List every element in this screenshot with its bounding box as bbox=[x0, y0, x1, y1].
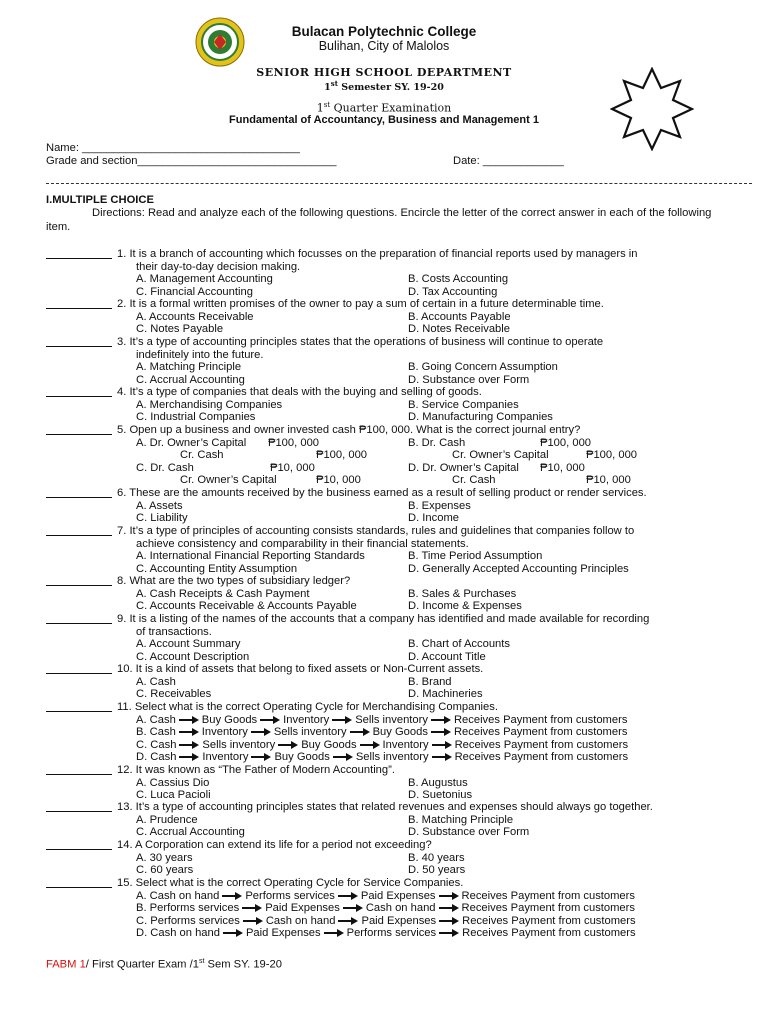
answer-choice[interactable]: B. Costs Accounting bbox=[408, 273, 509, 286]
answer-choice[interactable]: ₱10, 000 bbox=[316, 474, 361, 487]
answer-blank[interactable] bbox=[46, 424, 112, 435]
cycle-step: Inventory bbox=[283, 713, 330, 726]
answer-blank[interactable] bbox=[46, 663, 112, 674]
cycle-step: D. Cash on hand bbox=[136, 927, 220, 940]
answer-choice[interactable]: D. Dr. Owner’s Capital bbox=[408, 461, 519, 474]
answer-blank[interactable] bbox=[46, 248, 112, 259]
divider bbox=[46, 183, 752, 184]
answer-choice[interactable]: A. Accounts Receivable bbox=[136, 310, 254, 323]
arrow-right-icon bbox=[431, 729, 451, 735]
cycle-choice bbox=[136, 714, 627, 726]
answer-choice[interactable]: C. Accrual Accounting bbox=[136, 373, 245, 386]
college-name: Bulacan Polytechnic College bbox=[291, 24, 477, 39]
answer-choice[interactable]: C. Accounts Receivable & Accounts Payable bbox=[136, 600, 357, 613]
cycle-choice bbox=[136, 739, 628, 751]
answer-choice[interactable]: ₱10, 000 bbox=[586, 474, 631, 487]
arrow-right-icon bbox=[179, 742, 199, 748]
cycle-step: Receives Payment from customers bbox=[453, 713, 628, 726]
cycle-step: Buy Goods bbox=[301, 738, 357, 751]
answer-choice[interactable]: C. Financial Accounting bbox=[136, 285, 253, 298]
question-text: 9. It is a listing of the names of the accounts that a company has identified and made available for recording bbox=[117, 613, 650, 625]
arrow-right-icon bbox=[343, 905, 363, 911]
cycle-step: A. Cash on hand bbox=[136, 889, 220, 902]
arrow-right-icon bbox=[222, 893, 242, 899]
answer-choice[interactable]: D. Account Title bbox=[408, 650, 486, 663]
answer-choice[interactable]: D. Substance over Form bbox=[408, 826, 530, 839]
cycle-step: Receives Payment from customers bbox=[462, 914, 636, 927]
answer-choice[interactable]: D. 50 years bbox=[408, 864, 466, 877]
arrow-right-icon bbox=[439, 918, 459, 924]
answer-choice[interactable]: D. Suetonius bbox=[408, 789, 473, 802]
cycle-step: Paid Expenses bbox=[245, 927, 321, 940]
answer-choice[interactable]: A. Management Accounting bbox=[136, 273, 273, 286]
date-field[interactable]: Date: _____________ bbox=[453, 155, 564, 167]
cycle-step: Inventory bbox=[382, 738, 429, 751]
answer-choice[interactable]: C. Receivables bbox=[136, 688, 212, 701]
cycle-step: Sells inventory bbox=[273, 726, 347, 739]
answer-choice[interactable]: B. Expenses bbox=[408, 499, 471, 512]
cycle-choice bbox=[136, 890, 635, 902]
answer-choice[interactable]: A. International Financial Reporting Standards bbox=[136, 550, 365, 563]
arrow-right-icon bbox=[251, 754, 271, 760]
arrow-right-icon bbox=[179, 717, 199, 723]
question-text: 1. It is a branch of accounting which focusses on the preparation of financial reports used by managers in bbox=[117, 248, 638, 260]
answer-blank[interactable] bbox=[46, 764, 112, 775]
answer-choice[interactable]: C. Luca Pacioli bbox=[136, 789, 211, 802]
answer-blank[interactable] bbox=[46, 525, 112, 536]
answer-choice[interactable]: D. Substance over Form bbox=[408, 373, 530, 386]
arrow-right-icon bbox=[439, 930, 459, 936]
question-text: achieve consistency and comparability in their financial statements. bbox=[136, 537, 469, 550]
cycle-choice bbox=[136, 751, 628, 763]
question-text: 11. Select what is the correct Operating Cycle for Merchandising Companies. bbox=[117, 701, 498, 713]
exam-title: 1st Quarter Examination bbox=[316, 101, 452, 115]
answer-choice[interactable]: A. Cash bbox=[136, 675, 176, 688]
answer-choice[interactable]: C. Liability bbox=[136, 512, 188, 525]
answer-choice[interactable]: ₱100, 000 bbox=[316, 449, 368, 462]
grade-section-field[interactable]: Grade and section________________________________ bbox=[46, 155, 337, 167]
question-text: 10. It is a kind of assets that belong to fixed assets or Non-Current assets. bbox=[117, 663, 484, 675]
arrow-right-icon bbox=[439, 905, 459, 911]
arrow-right-icon bbox=[223, 930, 243, 936]
arrow-right-icon bbox=[260, 717, 280, 723]
answer-blank[interactable] bbox=[46, 701, 112, 712]
answer-choice[interactable]: A. Matching Principle bbox=[136, 361, 242, 374]
answer-choice[interactable]: Cr. Cash bbox=[452, 474, 496, 487]
answer-blank[interactable] bbox=[46, 336, 112, 347]
answer-choice[interactable]: C. Industrial Companies bbox=[136, 411, 256, 424]
page-footer: FABM 1/ First Quarter Exam /1st Sem SY. 19-20 bbox=[46, 958, 282, 971]
cycle-choice bbox=[136, 927, 636, 939]
cycle-step: C. Cash bbox=[136, 738, 177, 751]
answer-choice[interactable]: ₱100, 000 bbox=[586, 449, 638, 462]
cycle-step: Receives Payment from customers bbox=[461, 902, 635, 915]
answer-choice[interactable]: B. Matching Principle bbox=[408, 813, 514, 826]
answer-blank[interactable] bbox=[46, 298, 112, 309]
answer-blank[interactable] bbox=[46, 839, 112, 850]
cycle-step: B. Cash bbox=[136, 726, 176, 739]
arrow-right-icon bbox=[350, 729, 370, 735]
cycle-step: Sells inventory bbox=[202, 738, 276, 751]
arrow-right-icon bbox=[324, 930, 344, 936]
answer-choice[interactable]: D. Income bbox=[408, 512, 459, 525]
question-text: 8. What are the two types of subsidiary ledger? bbox=[117, 575, 351, 587]
answer-blank[interactable] bbox=[46, 487, 112, 498]
answer-choice[interactable]: A. Account Summary bbox=[136, 638, 241, 651]
cycle-choice bbox=[136, 902, 635, 914]
answer-choice[interactable]: C. Accounting Entity Assumption bbox=[136, 562, 298, 575]
answer-blank[interactable] bbox=[46, 386, 112, 397]
cycle-step: A. Cash bbox=[136, 713, 176, 726]
answer-choice[interactable]: C. Accrual Accounting bbox=[136, 826, 245, 839]
answer-choice[interactable]: A. Cassius Dio bbox=[136, 776, 210, 789]
question-text: 12. It was known as “The Father of Modern Accounting”. bbox=[117, 764, 395, 776]
answer-choice[interactable]: C. 60 years bbox=[136, 864, 194, 877]
cycle-step: Receives Payment from customers bbox=[453, 726, 628, 739]
answer-choice[interactable]: D. Tax Accounting bbox=[408, 285, 498, 298]
answer-choice[interactable]: A. Assets bbox=[136, 499, 183, 512]
answer-choice[interactable]: ₱10, 000 bbox=[540, 461, 585, 474]
cycle-step: Receives Payment from customers bbox=[454, 738, 629, 751]
answer-choice[interactable]: C. Notes Payable bbox=[136, 323, 224, 336]
answer-choice[interactable]: Cr. Cash bbox=[180, 449, 224, 462]
answer-choice[interactable]: B. Augustus bbox=[408, 776, 468, 789]
question-text: 5. Open up a business and owner invested cash ₱100, 000. What is the correct journal entry? bbox=[117, 424, 581, 436]
cycle-step: Receives Payment from customers bbox=[454, 751, 629, 764]
answer-choice[interactable]: C. Dr. Cash bbox=[136, 461, 194, 474]
arrow-right-icon bbox=[332, 717, 352, 723]
answer-choice[interactable]: ₱10, 000 bbox=[270, 461, 315, 474]
arrow-right-icon bbox=[439, 893, 459, 899]
answer-choice[interactable]: ₱100, 000 bbox=[540, 436, 592, 449]
answer-blank[interactable] bbox=[46, 575, 112, 586]
question-text: 2. It is a formal written promises of the owner to pay a sum of certain in a future determinable time. bbox=[117, 298, 604, 310]
answer-choice[interactable]: A. Cash Receipts & Cash Payment bbox=[136, 587, 310, 600]
cycle-step: Buy Goods bbox=[201, 713, 258, 726]
question-text: 4. It’s a type of companies that deals with the buying and selling of goods. bbox=[117, 386, 482, 398]
directions: Directions: Read and analyze each of the following questions. Encircle the letter of the correct answer in each of the following item. bbox=[46, 207, 712, 233]
section-title: I.MULTIPLE CHOICE bbox=[46, 194, 154, 206]
answer-choice[interactable]: D. Manufacturing Companies bbox=[408, 411, 553, 424]
cycle-step: Sells inventory bbox=[355, 751, 429, 764]
answer-choice[interactable]: D. Generally Accepted Accounting Principles bbox=[408, 562, 629, 575]
score-star-icon bbox=[610, 67, 694, 151]
arrow-right-icon bbox=[360, 742, 380, 748]
arrow-right-icon bbox=[432, 742, 452, 748]
answer-choice[interactable]: Cr. Owner’s Capital bbox=[180, 474, 277, 487]
arrow-right-icon bbox=[179, 729, 199, 735]
answer-choice[interactable]: A. Dr. Owner’s Capital bbox=[136, 436, 247, 449]
question-text: 15. Select what is the correct Operating Cycle for Service Companies. bbox=[117, 877, 464, 889]
answer-choice[interactable]: B. Chart of Accounts bbox=[408, 638, 510, 651]
cycle-step: Performs services bbox=[346, 927, 437, 940]
cycle-step: Buy Goods bbox=[274, 751, 330, 764]
answer-choice[interactable]: Cr. Owner’s Capital bbox=[452, 449, 549, 462]
arrow-right-icon bbox=[431, 717, 451, 723]
cycle-step: Receives Payment from customers bbox=[461, 889, 635, 902]
arrow-right-icon bbox=[251, 729, 271, 735]
answer-choice[interactable]: A. Prudence bbox=[136, 813, 198, 826]
answer-choice[interactable]: D. Notes Receivable bbox=[408, 323, 510, 336]
cycle-step: Paid Expenses bbox=[360, 889, 436, 902]
semester-line: 1st Semester SY. 19-20 bbox=[324, 79, 444, 94]
answer-choice[interactable]: D. Machineries bbox=[408, 688, 483, 701]
cycle-step: C. Performs services bbox=[136, 914, 240, 927]
question-text: 6. These are the amounts received by the business earned as a result of selling product or render services. bbox=[117, 487, 647, 499]
question-text: 3. It’s a type of accounting principles states that the operations of business will continue to operate bbox=[117, 336, 604, 348]
cycle-step: Buy Goods bbox=[372, 726, 428, 739]
question-text: 14. A Corporation can extend its life for a period not exceeding? bbox=[117, 839, 432, 851]
answer-blank[interactable] bbox=[46, 801, 112, 812]
answer-blank[interactable] bbox=[46, 877, 112, 888]
answer-choice[interactable]: C. Account Description bbox=[136, 650, 250, 663]
college-city: Bulihan, City of Malolos bbox=[318, 39, 450, 53]
arrow-right-icon bbox=[338, 893, 358, 899]
cycle-step: Sells inventory bbox=[355, 713, 428, 726]
cycle-step: Performs services bbox=[245, 889, 335, 902]
cycle-choice bbox=[136, 915, 636, 927]
cycle-step: Paid Expenses bbox=[265, 902, 340, 915]
question-text: indefinitely into the future. bbox=[136, 348, 264, 361]
answer-choice[interactable]: B. Sales & Purchases bbox=[408, 587, 517, 600]
answer-choice[interactable]: B. Accounts Payable bbox=[408, 310, 511, 323]
cycle-step: Receives Payment from customers bbox=[462, 927, 636, 940]
cycle-step: B. Performs services bbox=[136, 902, 240, 915]
arrow-right-icon bbox=[432, 754, 452, 760]
cycle-step: Inventory bbox=[201, 726, 248, 739]
answer-choice[interactable]: D. Income & Expenses bbox=[408, 600, 522, 613]
answer-choice[interactable]: B. Brand bbox=[408, 675, 452, 688]
arrow-right-icon bbox=[333, 754, 353, 760]
arrow-right-icon bbox=[242, 905, 262, 911]
answer-choice[interactable]: B. Going Concern Assumption bbox=[408, 361, 558, 374]
department-title: SENIOR HIGH SCHOOL DEPARTMENT bbox=[256, 66, 512, 79]
answer-choice[interactable]: B. Dr. Cash bbox=[408, 436, 466, 449]
arrow-right-icon bbox=[278, 742, 298, 748]
question-text: 13. It’s a type of accounting principles states that related revenues and expenses should always go together. bbox=[117, 801, 653, 813]
cycle-step: Paid Expenses bbox=[361, 914, 437, 927]
cycle-step: Cash on hand bbox=[265, 914, 336, 927]
question-text: of transactions. bbox=[136, 625, 212, 638]
subject-title: Fundamental of Accountancy, Business and Management 1 bbox=[229, 114, 539, 126]
question-text: 7. It’s a type of principles of accounting consists standards, rules and guidelines that companies follow to bbox=[117, 525, 635, 537]
cycle-choice bbox=[136, 726, 627, 738]
answer-choice[interactable]: A. 30 years bbox=[136, 851, 193, 864]
cycle-step: D. Cash bbox=[136, 751, 177, 764]
arrow-right-icon bbox=[338, 918, 358, 924]
name-field[interactable]: Name: ___________________________________ bbox=[46, 142, 300, 154]
answer-choice[interactable]: B. 40 years bbox=[408, 851, 465, 864]
cycle-step: Cash on hand bbox=[365, 902, 436, 915]
question-text: their day-to-day decision making. bbox=[136, 260, 301, 273]
cycle-step: Inventory bbox=[202, 751, 249, 764]
answer-blank[interactable] bbox=[46, 613, 112, 624]
answer-choice[interactable]: B. Service Companies bbox=[408, 398, 519, 411]
arrow-right-icon bbox=[179, 754, 199, 760]
arrow-right-icon bbox=[243, 918, 263, 924]
answer-choice[interactable]: B. Time Period Assumption bbox=[408, 550, 543, 563]
answer-choice[interactable]: A. Merchandising Companies bbox=[136, 398, 283, 411]
answer-choice[interactable]: ₱100, 000 bbox=[268, 436, 320, 449]
